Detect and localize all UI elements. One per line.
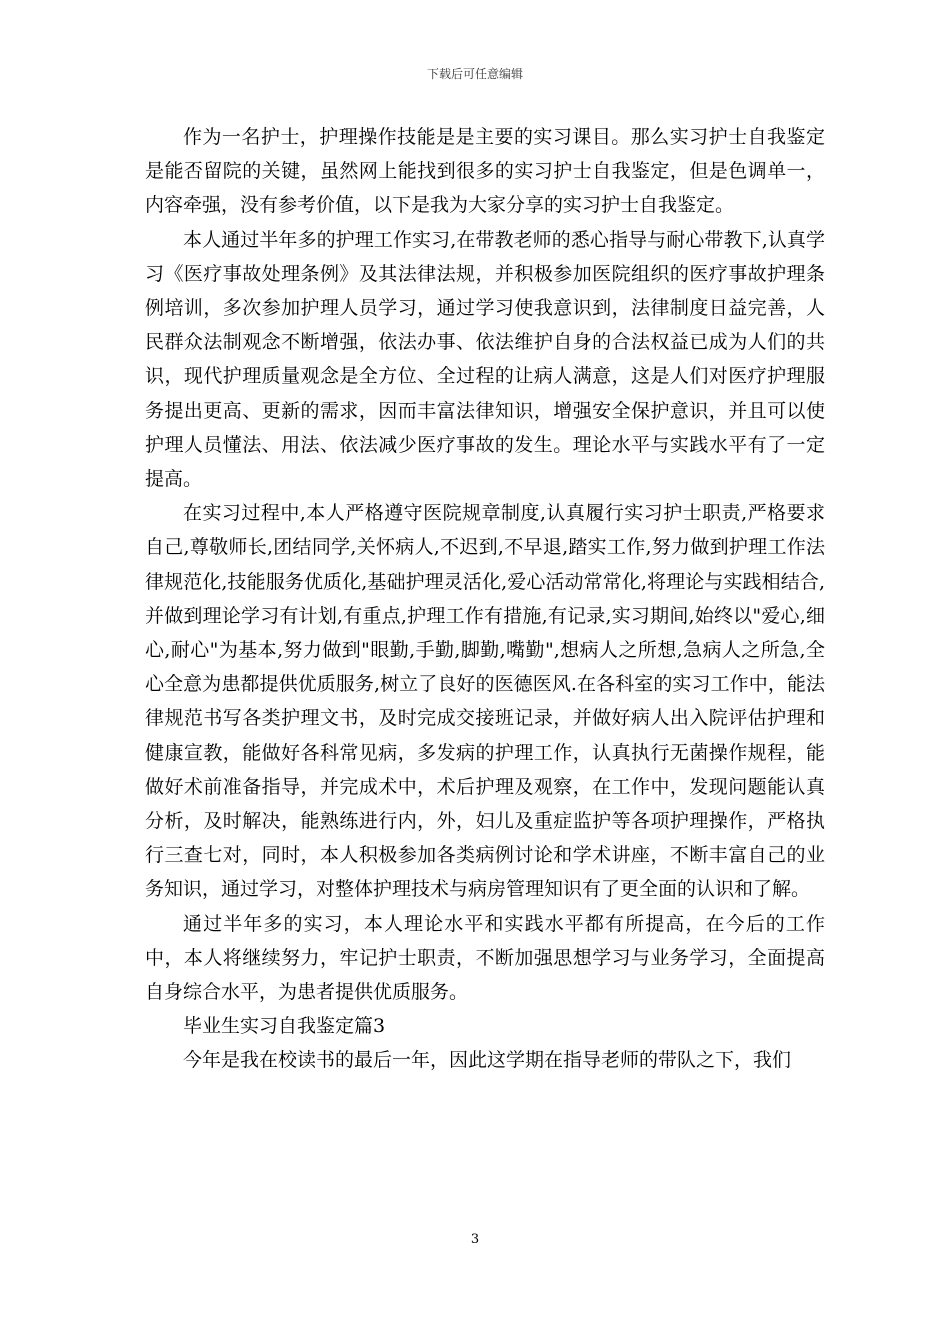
page-header: 下载后可任意编辑: [426, 67, 523, 81]
section-heading: 毕业生实习自我鉴定篇3: [183, 1015, 386, 1038]
paragraph-next-section: 今年是我在校读书的最后一年，因此这学期在指导老师的带队之下，我们: [183, 1049, 792, 1072]
paragraph-intro: 作为一名护士，护理操作技能是是主要的实习课目。那么实习护士自我鉴定是能否留院的关键，虽然网上能找到很多的实习护士自我鉴定，但是色调单一，内容牵强，没有参考价值，以下是我为大家分享的实习护士自我鉴定。: [145, 126, 825, 217]
page-number: 3: [470, 1232, 480, 1247]
paragraph-conclusion: 通过半年多的实习，本人理论水平和实践水平都有所提高，在今后的工作中，本人将继续努力，牢记护士职责，不断加强思想学习与业务学习，全面提高自身综合水平，为患者提供优质服务。: [145, 912, 825, 1004]
document-body: [145, 120, 825, 1078]
paragraph-legal-study: 本人通过半年多的护理工作实习,在带教老师的悉心指导与耐心带教下,认真学习《医疗事故处理条例》及其法律法规，并积极参加医院组织的医疗事故护理条例培训，多次参加护理人员学习，通过学习使我意识到，法律制度日益完善，人民群众法制观念不断增强，依法办事、依法维护自身的合法权益已成为人们的共识，现代护理质量观念是全方位、全过程的让病人满意，这是人们对医疗护理服务提出更高、更新的需求，因而丰富法律知识，增强安全保护意识，并且可以使护理人员懂法、用法、依法减少医疗事故的发生。理论水平与实践水平有了一定提高。: [145, 228, 825, 491]
paragraph-internship-process: 在实习过程中,本人严格遵守医院规章制度,认真履行实习护士职责,严格要求自己,尊敬师长,团结同学,关怀病人,不迟到,不早退,踏实工作,努力做到护理工作法律规范化,技能服务优质化,基础护理灵活化,爱心活动常常化,将理论与实践相结合,并做到理论学习有计划,有重点,护理工作有措施,有记录,实习期间,始终以"爱心,细心,耐心"为基本,努力做到"眼勤,手勤,脚勤,嘴勤",想病人之所想,急病人之所急,全心全意为患都提供优质服务,树立了良好的医德医风.在各科室的实习工作中，能法律规范书写各类护理文书，及时完成交接班记录，并做好病人出入院评估护理和健康宣教，能做好各科常见病，多发病的护理工作，认真执行无菌操作规程，能做好术前准备指导，并完成术中，术后护理及观察，在工作中，发现问题能认真分析，及时解决，能熟练进行内，外，妇儿及重症监护等各项护理操作，严格执行三查七对，同时，本人积极参加各类病例讨论和学术讲座，不断丰富自己的业务知识，通过学习，对整体护理技术与病房管理知识有了更全面的认识和了解。: [145, 502, 825, 901]
